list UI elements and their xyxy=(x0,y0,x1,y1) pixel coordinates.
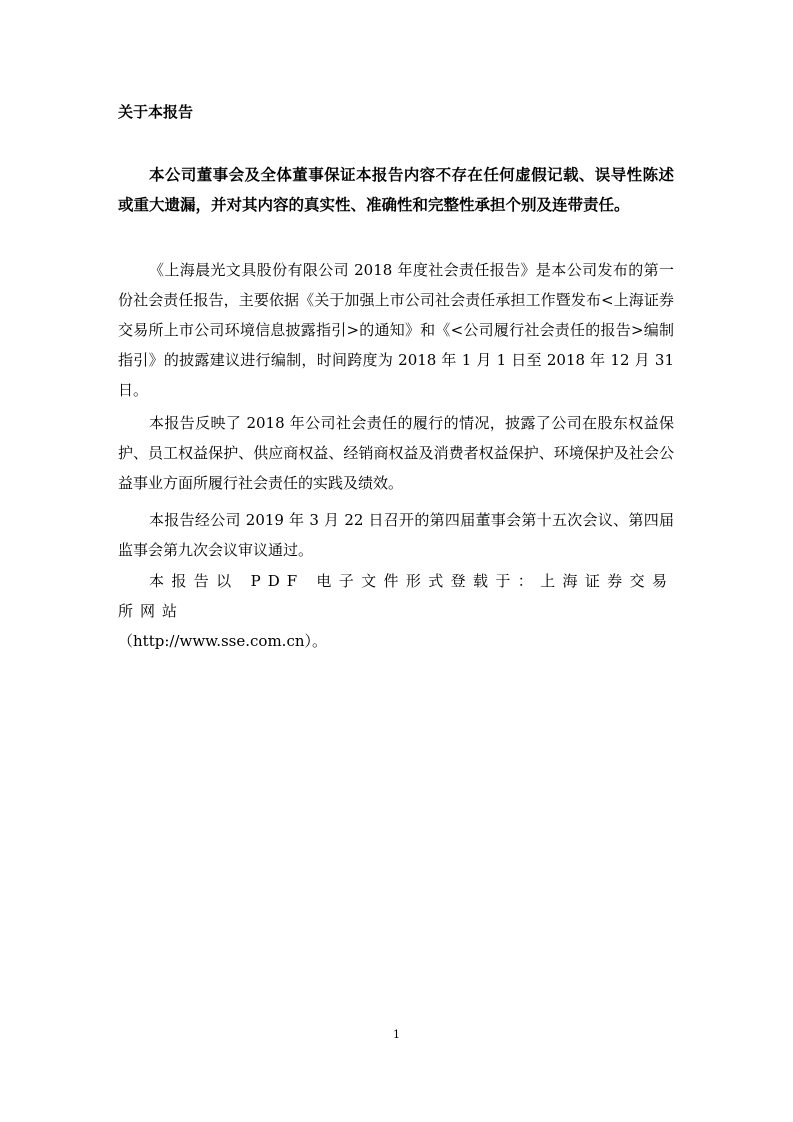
publication-line-2: （http://www.sse.com.cn）。 xyxy=(118,632,328,650)
publication-paragraph xyxy=(118,566,674,656)
page-number: 1 xyxy=(393,1028,400,1041)
report-scope-paragraph: 本报告反映了 2018 年公司社会责任的履行的情况，披露了公司在股东权益保护、员工权益保护、供应商权益、经销商权益及消费者权益保护、环境保护及社会公益事业方面所履行社会责任的实践及绩效。 xyxy=(118,414,674,492)
report-approval-paragraph: 本报告经公司 2019 年 3 月 22 日召开的第四届董事会第十五次会议、第四届监事会第九次会议审议通过。 xyxy=(118,511,674,559)
publication-line-1: 本报告以 PDF 电子文件形式登载于：上海证券交易所网站 xyxy=(118,572,674,620)
board-declaration: 本公司董事会及全体董事保证本报告内容不存在任何虚假记载、误导性陈述或重大遗漏，并对其内容的真实性、准确性和完整性承担个别及连带责任。 xyxy=(118,165,674,214)
report-basis-paragraph: 《上海晨光文具股份有限公司 2018 年度社会责任报告》是本公司发布的第一份社会责任报告，主要依据《关于加强上市公司社会责任承担工作暨发布<上海证券交易所上市公司环境信息披露指引>的通知》和《<公司履行社会责任的报告>编制指引》的披露建议进行编制，时间跨度为 2018 年 1 月 1 日至 2018 年 12 月 31 日。 xyxy=(118,261,674,399)
section-heading: 关于本报告 xyxy=(118,103,194,121)
